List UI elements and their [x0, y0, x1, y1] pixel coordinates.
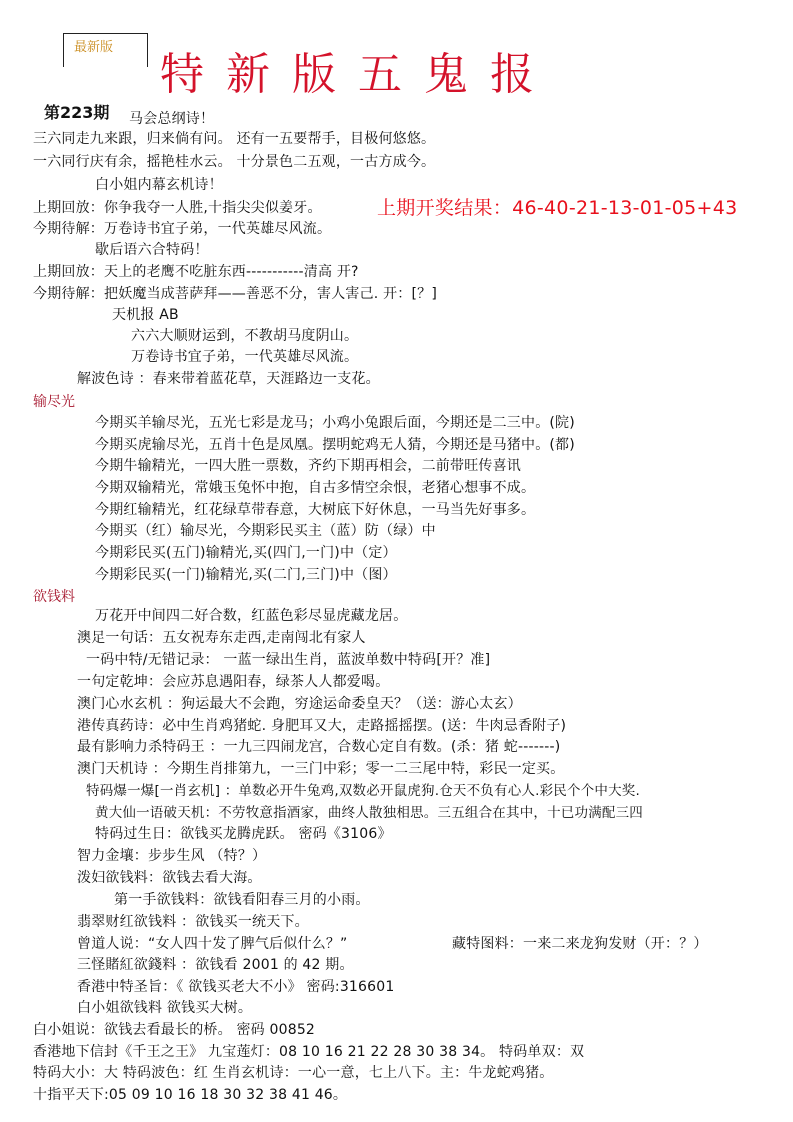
list-item: 万花开中间四二好合数，红蓝色彩尽显虎藏龙居。 — [95, 608, 408, 624]
section-title-shujinguang: 输尽光 — [33, 394, 75, 410]
list-item: 今期双输精光，常娥玉兔怀中抱，自古多情空余恨，老猪心想事不成。 — [95, 480, 536, 496]
section-title-yuqianliao: 欲钱料 — [33, 589, 75, 605]
badge-latest-edition: 最新版 — [74, 40, 114, 55]
list-item: 一句定乾坤：会应苏息遇阳春，绿茶人人都爱喝。 — [77, 674, 390, 690]
list-item: 特码大小：大 特码波色：红 生肖玄机诗：一心一意，七上八下。主：牛龙蛇鸡猪。 — [33, 1065, 554, 1081]
list-item: 白小姐欲钱料 欲钱买大树。 — [77, 1000, 253, 1016]
bai-xiaojie-heading: 白小姐内幕玄机诗！ — [95, 177, 223, 193]
list-item: 翡翠财红欲钱料 ：欲钱买一统天下。 — [77, 914, 309, 930]
list-item: 澳门天机诗 ：今期生肖排第九，一三门中彩；零一二三尾中特，彩民一定买。 — [77, 761, 565, 777]
list-item: 今期买羊输尽光，五光七彩是龙马；小鸡小兔跟后面，今期还是二三中。(院) — [95, 415, 575, 431]
tianjibao-line: 万卷诗书宜子弟，一代英雄尽风流。 — [131, 349, 359, 365]
list-item: 今期买（红）输尽光，今期彩民买主（蓝）防（绿）中 — [95, 523, 436, 539]
poem-heading: 马会总纲诗！ — [129, 111, 215, 127]
list-item: 今期买虎输尽光，五肖十色是凤凰。摆明蛇鸡无人猜，今期还是马猪中。(都) — [95, 437, 575, 453]
list-item: 特码爆一爆[一肖玄机] ：单数必开牛兔鸡,双数必开鼠虎狗.仓天不负有心人.彩民个个中大奖. — [86, 783, 640, 799]
page-title: 特新版五鬼报 — [160, 49, 556, 100]
list-item: 今期彩民买(一门)输精光,买(二门,三门)中（图） — [95, 567, 397, 583]
list-item: 今期红输精光，红花绿草带春意，大树底下好休息，一马当先好事多。 — [95, 502, 536, 518]
poem-line: 三六同走九来跟，归来倘有问。 还有一五要帮手，目极何悠悠。 — [33, 131, 436, 147]
list-item: 一码中特/无错记录： 一蓝一绿出生肖，蓝波单数中特码[开？准] — [86, 652, 491, 668]
last-result-value: 46-40-21-13-01-05+43 — [512, 197, 738, 219]
list-item: 今期牛输精光，一四大胜一票数，齐约下期再相会，二前带旺传喜讯 — [95, 458, 521, 474]
list-item: 港传真药诗：必中生肖鸡猪蛇. 身肥耳又大，走路摇摇摆。(送：牛肉忌香附子) — [77, 718, 567, 734]
jiebo-poem: 解波色诗 ：春来带着蓝花草，天涯路边一支花。 — [77, 371, 380, 387]
issue-number: 第223期 — [44, 103, 110, 122]
this-issue: 今期待解：把妖魔当成菩萨拜——善恶不分，害人害己. 开：[？] — [33, 286, 438, 302]
list-item: 智力金壤：步步生风 （特？） — [77, 848, 267, 864]
poem-line: 一六同行庆有余，摇艳桂水云。 十分景色二五观，一古方成今。 — [33, 154, 436, 170]
list-item: 香港地下信封《千王之王》 九宝莲灯：08 10 16 21 22 28 30 38 34。 特码单双：双 — [33, 1044, 585, 1060]
list-item: 泼妇欲钱料：欲钱去看大海。 — [77, 870, 262, 886]
list-item: 澳门心水玄机 ：狗运最大不会跑，穷途运命委皇天？（送：游心太玄） — [77, 696, 522, 712]
list-item: 曾道人说：“女人四十发了脾气后似什么？” — [77, 936, 348, 952]
last-result-label: 上期开奖结果： — [377, 197, 513, 219]
list-item: 十指平天下:05 09 10 16 18 30 32 38 41 46。 — [33, 1087, 348, 1103]
list-item: 特码过生日：欲钱买龙腾虎跃。 密码《3106》 — [95, 826, 392, 842]
last-review: 上期回放：天上的老鹰不吃脏东西-----------清高 开? — [33, 264, 359, 280]
list-item: 最有影响力杀特码王 ：一九三四闹龙宫，合数心定自有数。(杀：猪 蛇-------) — [77, 739, 561, 755]
tianjibao-heading: 天机报 AB — [112, 307, 179, 323]
last-result — [377, 193, 738, 220]
list-item: 黄大仙一语破天机：不劳牧意指酒家，曲终人散独相思。三五组合在其中，十已功满配三四 — [95, 805, 643, 821]
list-item: 三怪賭紅欲錢料 ：欲钱看 2001 的 42 期。 — [77, 957, 354, 973]
list-item: 白小姐说：欲钱去看最长的桥。 密码 00852 — [33, 1022, 316, 1038]
list-item: 香港中特圣旨：《 欲钱买老大不小》 密码:316601 — [77, 979, 395, 995]
list-item: 澳足一句话：五女祝寿东走西,走南闯北有家人 — [77, 630, 366, 646]
list-item: 今期彩民买(五门)输精光,买(四门,一门)中（定） — [95, 545, 397, 561]
this-issue: 今期待解：万卷诗书宜子弟，一代英雄尽风流。 — [33, 221, 332, 237]
list-item: 藏特图料：一来二来龙狗发财（开：？） — [452, 936, 708, 952]
xiehouyu-heading: 歇后语六合特码！ — [95, 242, 209, 258]
last-review: 上期回放：你争我夺一人胜,十指尖尖似姜牙。 — [33, 200, 322, 216]
list-item: 第一手欲钱料：欲钱看阳春三月的小雨。 — [114, 892, 370, 908]
tianjibao-line: 六六大顺财运到，不教胡马度阴山。 — [131, 328, 359, 344]
